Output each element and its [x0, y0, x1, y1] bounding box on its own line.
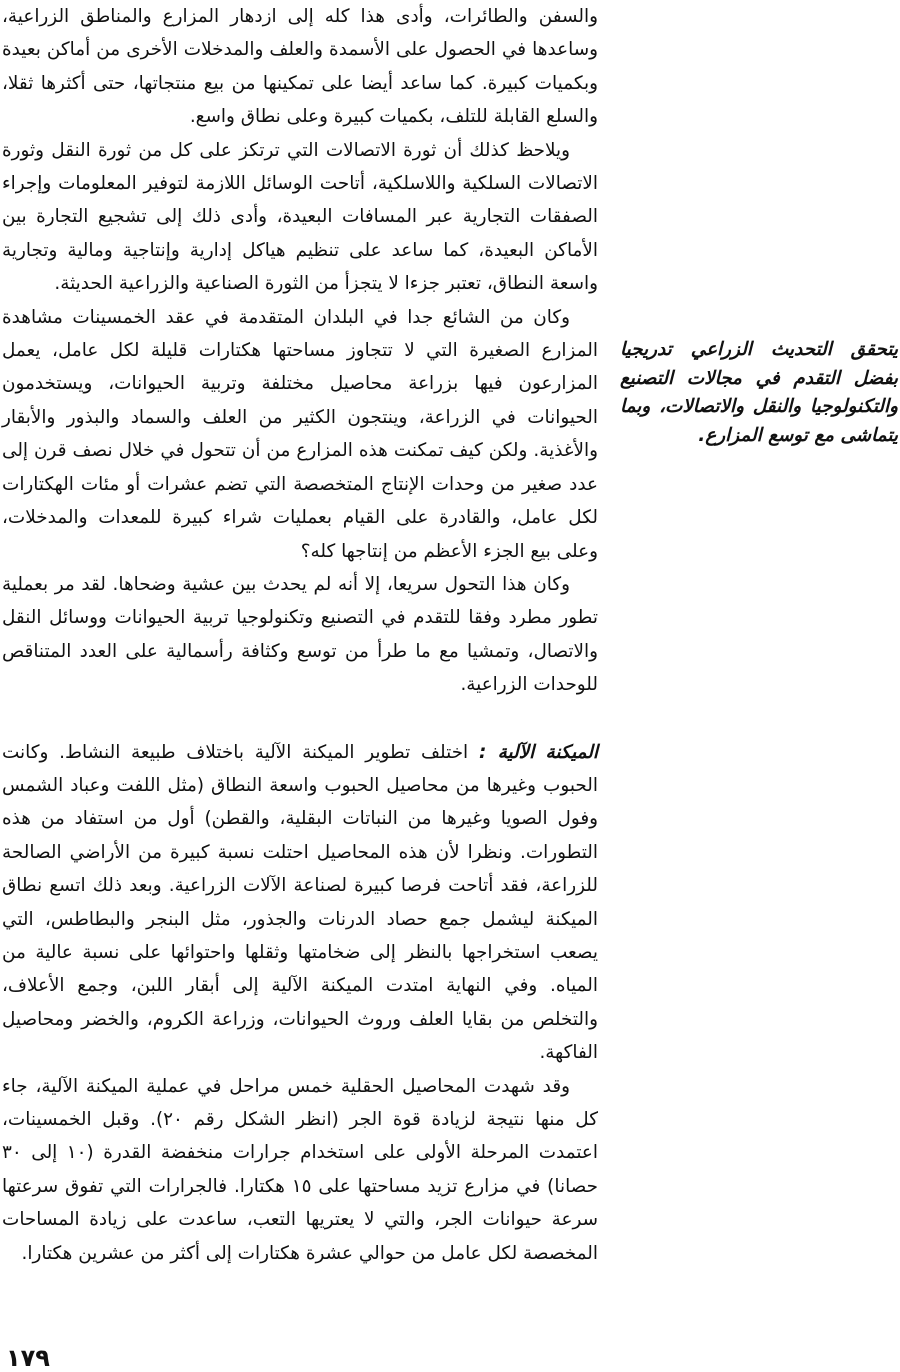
margin-note: يتحقق التحديث الزراعي تدريجيا بفضل التقدم في مجالات التصنيع والتكنولوجيا والنقل والاتصالات، وبما يتماشى مع توسع المزارع.	[620, 339, 898, 446]
section-heading-mechanization: الميكنة الآلية :	[478, 741, 598, 763]
section-gap	[2, 702, 598, 736]
paragraph-small-farms: وكان من الشائع جدا في البلدان المتقدمة في عقد الخمسينات مشاهدة المزارع الصغيرة التي لا تتجاوز مساحتها هكتارات قليلة لكل عامل، يعمل المزارعون فيها بزراعة محاصيل مختلفة وتربية الحيوانات، ويستخدمون الحيوانات في الزراعة، وينتجون الكثير من العلف والسماد والبذور والأبقار والأغذية. ولكن كيف تمكنت هذه المزارع من أن تتحول في خلال نصف قرن إلى عدد صغير من وحدات الإنتاج المتخصصة التي تضم عشرات أو مئات الهكتارات لكل عامل، والقادرة على القيام بعمليات شراء كبيرة للمعدات والمدخلات، وعلى بيع الجزء الأعظم من إنتاجها كله؟	[2, 306, 598, 562]
main-text-column	[2, 0, 598, 1270]
paragraph-field-crops: وقد شهدت المحاصيل الحقلية خمس مراحل في عملية الميكنة الآلية، جاء كل منها نتيجة لزيادة قوة الجر (انظر الشكل رقم ٢٠). وقبل الخمسينات، اعتمدت المرحلة الأولى على استخدام جرارات منخفضة القدرة (١٠ إلى ٣٠ حصانا) في مزارع تزيد مساحتها على ١٥ هكتارا. فالجرارات التي تفوق سرعتها سرعة حيوانات الجر، والتي لا يعتريها التعب، ساعدت على زيادة المساحات المخصصة لكل عامل من حوالي عشرة هكتارات إلى أكثر من عشرين هكتارا.	[2, 1075, 599, 1264]
paragraph-transport: والسفن والطائرات، وأدى هذا كله إلى ازدهار المزارع والمناطق الزراعية، وساعدها في الحصول على الأسمدة والعلف والمدخلات الأخرى من أماكن بعيدة وبكميات كبيرة. كما ساعد أيضا على تمكينها من بيع منتجاتها، حتى أكثرها ثقلا، والسلع القابلة للتلف، بكميات كبيرة وعلى نطاق واسع.	[2, 6, 598, 128]
paragraph-mechanization	[2, 736, 598, 1070]
mechanization-text: اختلف تطوير الميكنة الآلية باختلاف طبيعة النشاط. وكانت الحبوب وغيرها من محاصيل الحبوب واسعة النطاق (مثل اللفت وعباد الشمس وفول الصويا وغيرها من النباتات البقلية، والقطن) أول من استفاد من هذه التطورات. ونظرا لأن هذه المحاصيل احتلت نسبة كبيرة من الأراضي الصالحة للزراعة، فقد أتاحت فرصا كبيرة لصناعة الآلات الزراعية. وبعد ذلك اتسع نطاق الميكنة ليشمل جمع حصاد الدرنات والجذور، مثل البنجر والبطاطس، التي يصعب استخراجها بالنظر إلى ضخامتها وثقلها واحتوائها على نسبة عالية من المياه. وفي النهاية امتدت الميكنة الآلية إلى أبقار اللبن، وجمع الأعلاف، والتخلص من بقايا العلف وروث الحيوانات، وزراعة الكروم، والخضر ومحاصيل الفاكهة.	[2, 741, 598, 1064]
paragraph-transition: وكان هذا التحول سريعا، إلا أنه لم يحدث بين عشية وضحاها. لقد مر بعملية تطور مطرد وفقا للتقدم في التصنيع وتكنولوجيا تربية الحيوانات ووسائل النقل والاتصال، وتمشيا مع ما طرأ من توسع وكثافة رأسمالية على العدد المتناقص للوحدات الزراعية.	[2, 573, 598, 696]
page-number: ١٧٩	[6, 1344, 50, 1372]
paragraph-communications: ويلاحظ كذلك أن ثورة الاتصالات التي ترتكز على كل من ثورة النقل وثورة الاتصالات السلكية واللاسلكية، أتاحت الوسائل اللازمة لتوفير المعلومات وإجراء الصفقات التجارية عبر المسافات البعيدة، وأدى ذلك إلى تشجيع التجارة بين الأماكن البعيدة، كما ساعد على تنظيم هياكل إدارية وإنتاجية ومالية وتجارية واسعة النطاق، تعتبر جزءا لا يتجزأ من الثورة الصناعية والزراعية الحديثة.	[2, 139, 598, 295]
